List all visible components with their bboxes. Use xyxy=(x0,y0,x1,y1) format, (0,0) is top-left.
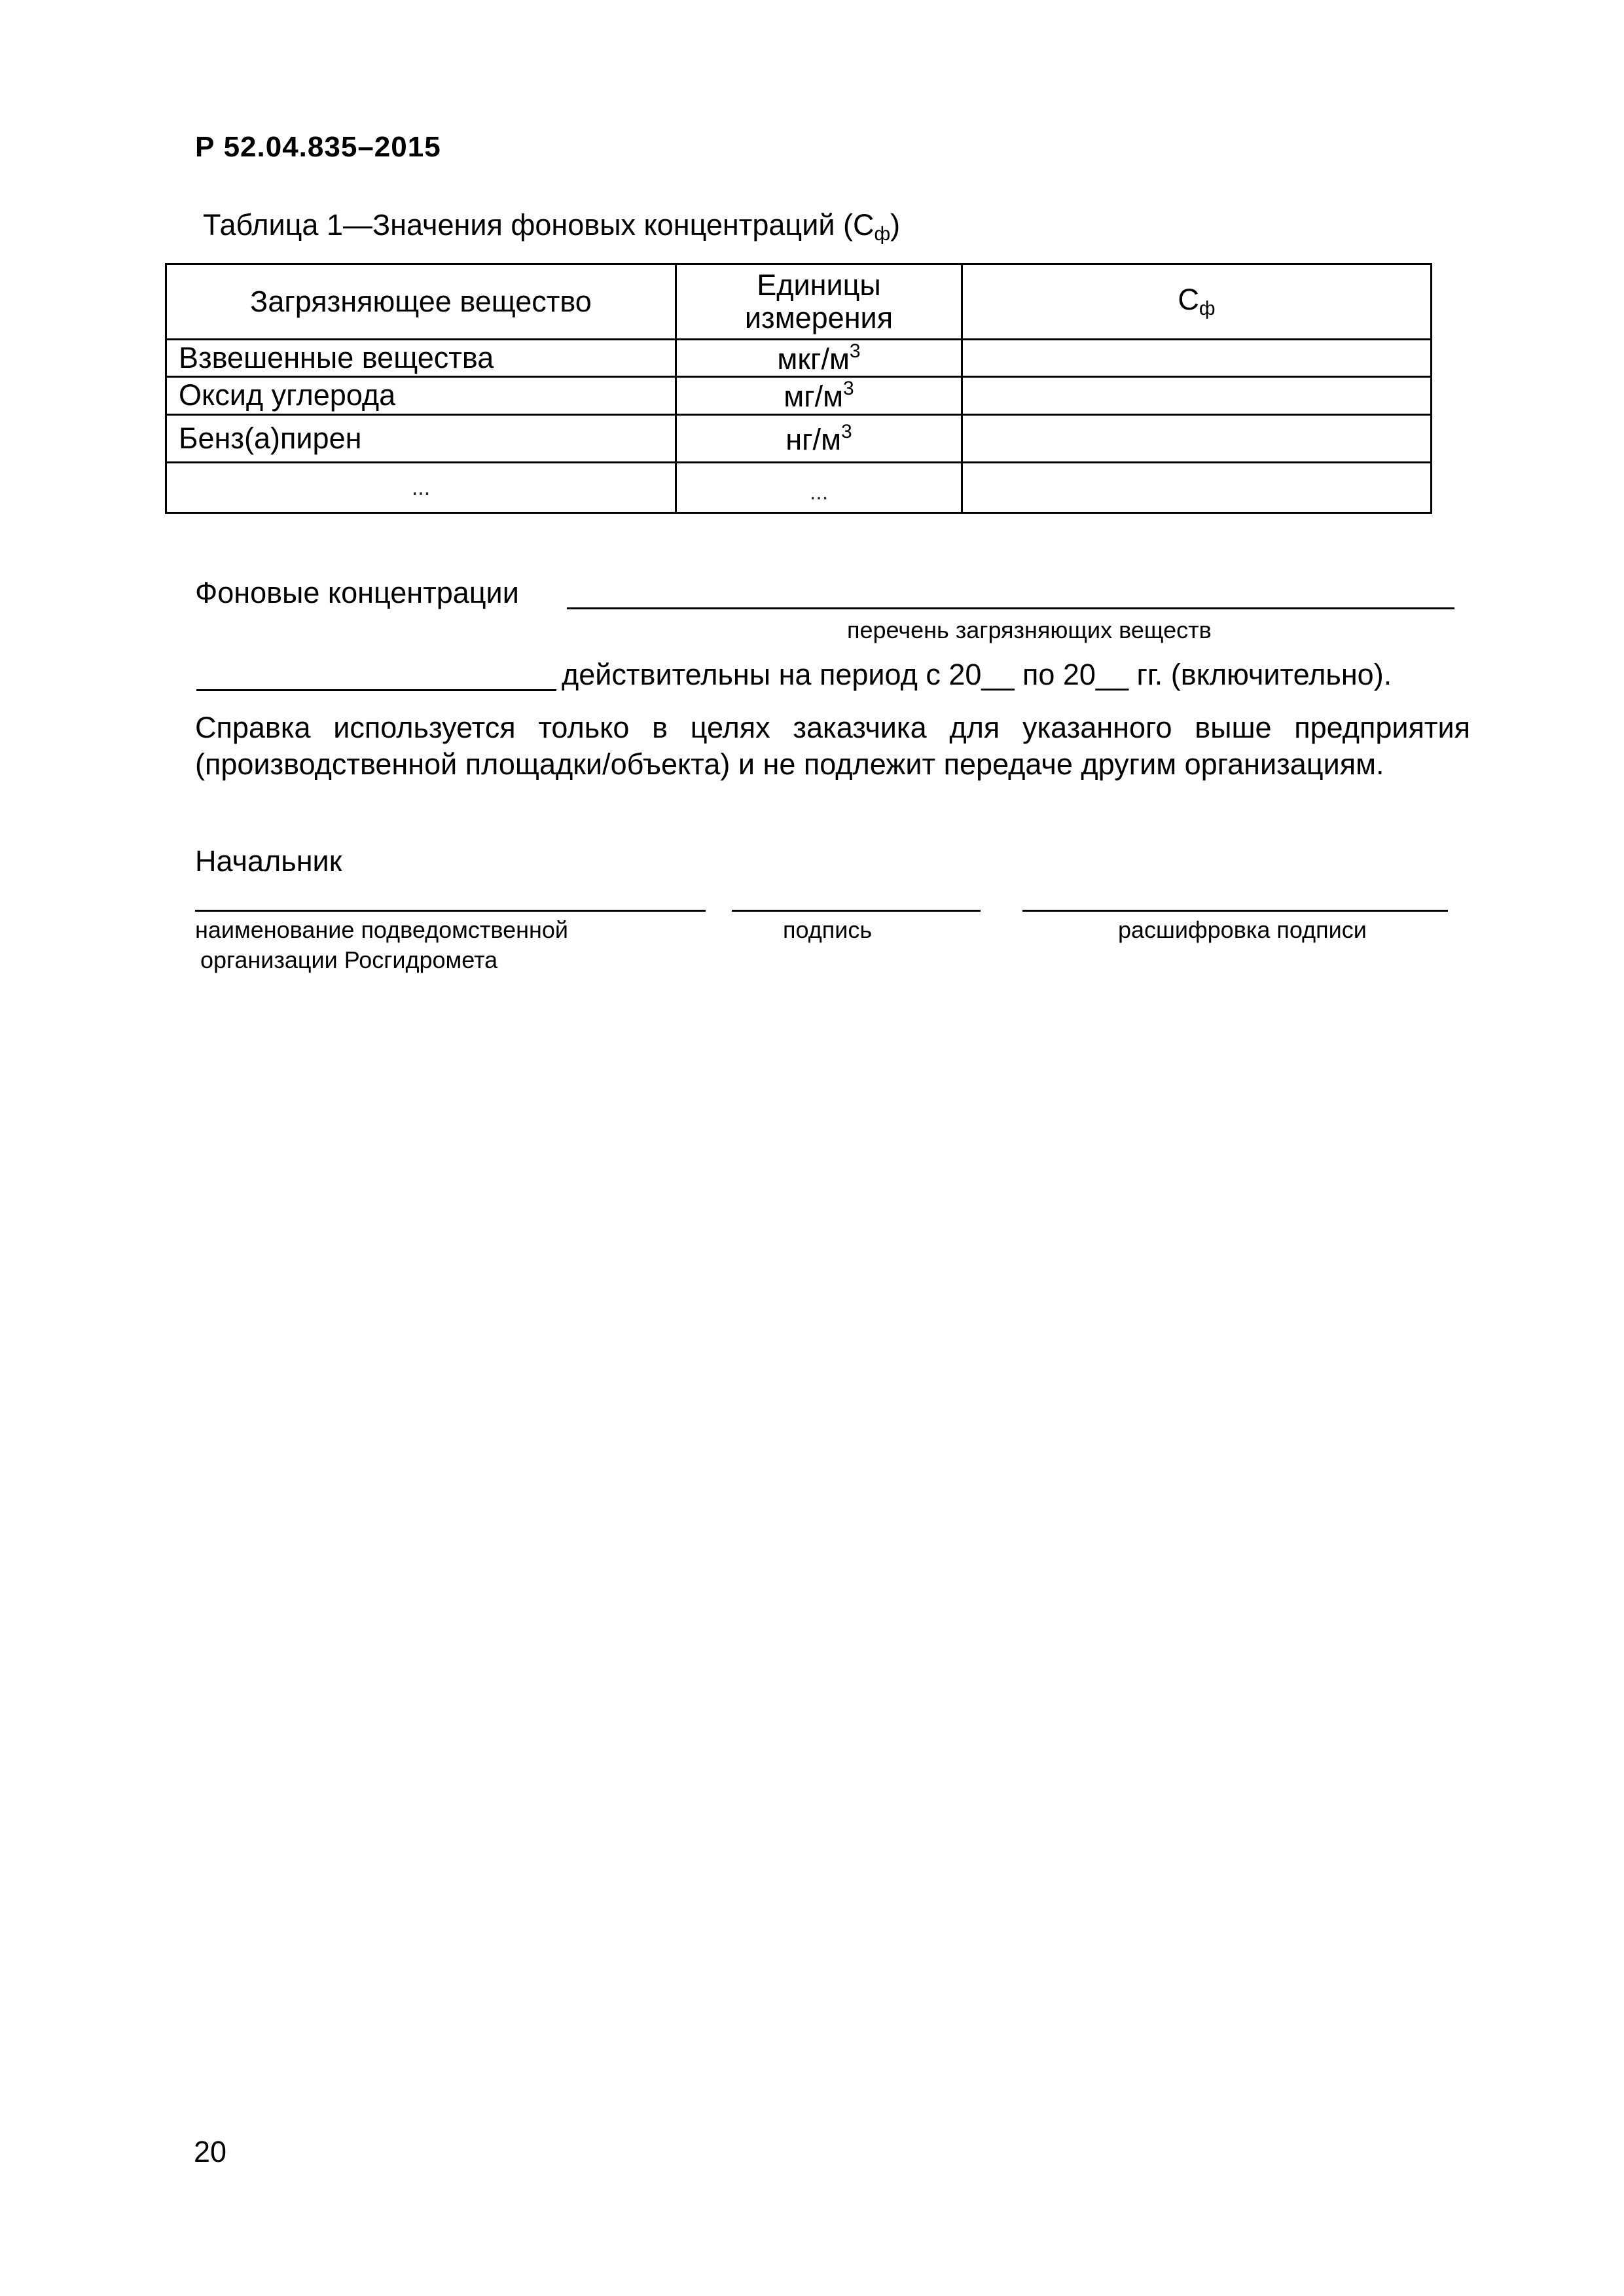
row-value[interactable] xyxy=(962,462,1432,512)
header-substance: Загрязняющее вещество xyxy=(166,264,676,340)
row-unit-sup: 3 xyxy=(843,378,854,400)
table-row xyxy=(166,462,1432,512)
table-row xyxy=(166,414,1432,462)
head-label: Начальник xyxy=(195,844,342,878)
header-value xyxy=(962,264,1432,340)
table-row xyxy=(166,340,1432,377)
table-caption-close: ) xyxy=(890,208,901,242)
row-substance: Взвешенные вещества xyxy=(166,340,676,377)
row-unit-text: ... xyxy=(809,479,829,505)
row-value[interactable] xyxy=(962,340,1432,377)
table-row xyxy=(166,377,1432,414)
header-value-sub: ф xyxy=(1199,298,1216,320)
row-unit xyxy=(676,462,962,512)
organization-hint-line1: наименование подведомственной xyxy=(195,916,569,943)
signature-decode-field[interactable] xyxy=(1022,910,1448,912)
header-units xyxy=(676,264,962,340)
row-unit-text: мкг/м xyxy=(777,342,850,376)
background-label: Фоновые концентрации xyxy=(195,576,519,609)
row-unit xyxy=(676,414,962,462)
concentration-table xyxy=(165,263,1432,514)
row-unit xyxy=(676,340,962,377)
signature-hint: подпись xyxy=(783,916,873,943)
substance-list-field[interactable] xyxy=(567,607,1454,609)
substance-list-continuation-field[interactable] xyxy=(196,689,556,691)
row-unit xyxy=(676,377,962,414)
row-unit-sup: 3 xyxy=(849,340,861,362)
signature-decode-hint: расшифровка подписи xyxy=(1118,916,1367,943)
table-caption-subscript: ф xyxy=(874,223,891,245)
validity-text: действительны на период с 20__ по 20__ гг. (включительно). xyxy=(562,658,1392,691)
row-substance: ... xyxy=(166,462,676,512)
notice-paragraph: Справка используется только в целях заказчика для указанного выше предприятия (производственной площадки/объекта) и не подлежит передаче другим организациям. xyxy=(195,711,1470,781)
row-unit-text: нг/м xyxy=(785,422,842,456)
table-caption xyxy=(203,208,900,245)
row-unit-sup: 3 xyxy=(841,420,852,442)
header-units-line1: Единицы xyxy=(757,268,881,302)
row-substance: Бенз(а)пирен xyxy=(166,414,676,462)
row-substance: Оксид углерода xyxy=(166,377,676,414)
table-caption-text: Таблица 1—Значения фоновых концентраций (С xyxy=(203,208,875,242)
organization-hint-line2: организации Росгидромета xyxy=(200,946,498,973)
substance-list-hint: перечень загрязняющих веществ xyxy=(847,617,1212,643)
document-code: Р 52.04.835–2015 xyxy=(195,131,441,163)
organization-name-field[interactable] xyxy=(195,910,706,912)
signature-field[interactable] xyxy=(732,910,981,912)
row-unit-text: мг/м xyxy=(784,380,844,414)
header-units-line2: измерения xyxy=(744,301,893,334)
page-number: 20 xyxy=(194,2135,227,2168)
header-value-main: С xyxy=(1178,283,1199,317)
row-value[interactable] xyxy=(962,414,1432,462)
table-header-row xyxy=(166,264,1432,340)
row-value[interactable] xyxy=(962,377,1432,414)
